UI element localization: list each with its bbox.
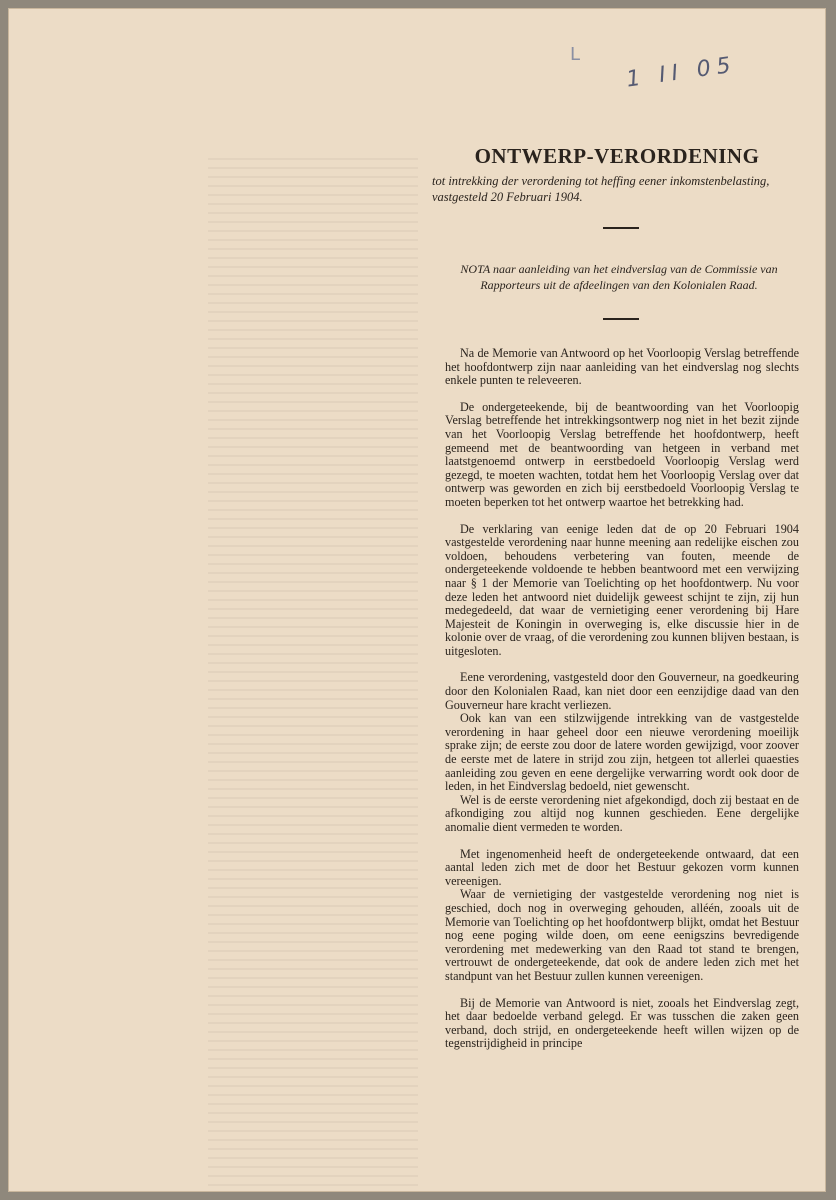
paragraph: Met ingenomenheid heeft de ondergeteekende ontwaard, dat een aantal leden zich met de door het Bestuur gekozen vorm kunnen vereenigen.	[445, 846, 799, 888]
paragraph: Ook kan van een stilzwijgende intrekking van de vastgestelde verordening in haar geheel door een nieuwe verordening moeilijk sprake zijn; de eerste zou door de latere worden gewijzigd, voor zoover de eerste met de latere in strijd zou zijn, hetgeen tot allerlei quaesties aanleiding zou geven en eene dergelijke verwarring wordt ook door de leden, in het Eindverslag bedoeld, niet gewenscht.	[445, 711, 799, 794]
paragraph: Na de Memorie van Antwoord op het Voorloopig Verslag betreffende het hoofdontwerp zijn naar aanleiding van het eindverslag nog slechts enkele punten te releveeren.	[445, 346, 799, 388]
paragraph: De verklaring van eenige leden dat de op 20 Februari 1904 vastgestelde verordening naar hunne meening aan redelijke eischen zou voldoen, behoudens verbetering van fouten, meende de ondergeteekende voldoende te hebben beantwoord met een verwijzing naar § 1 der Memorie van Toelichting op het hoofdontwerp. Nu voor deze leden het antwoord niet duidelijk geweest schijnt te zijn, zij hun medegedeeld, dat waar de vernietiging eener verordening bij Hare Majesteit de Koningin in overweging is, elke discussie hier in de kolonie over de vraag, of die verordening zou kunnen blijven bestaan, is uitgesloten.	[445, 521, 799, 658]
nota-heading: NOTA naar aanleiding van het eindverslag van de Commissie van Rapporteurs uit de afdeelingen van den Kolonialen Raad.	[460, 262, 778, 292]
document-page	[8, 8, 826, 1192]
paragraph: Bij de Memorie van Antwoord is niet, zooals het Eindverslag zegt, het daar bedoelde verband gelegd. Er was tusschen die zaken geen verband, doch strijd, en ondergeteekende heeft willen wijzen op de tegenstrijdigheid in principe	[445, 995, 799, 1051]
handwritten-mark: L	[570, 44, 581, 65]
document-title: ONTWERP-VERORDENING	[474, 144, 760, 168]
paragraph: Wel is de eerste verordening niet afgekondigd, doch zij bestaat en de afkondiging zou altijd nog kunnen geschieden. Eene dergelijke anomalie dient vermeden te worden.	[445, 792, 799, 834]
paragraph: De ondergeteekende, bij de beantwoording van het Voorloopig Verslag betreffende het intrekkingsontwerp nog niet in het bezit zijnde van het Voorloopig Verslag betreffende het hoofdontwerp, heeft gemeend met de beantwoording van hetgeen in verband met laatstgenoemd ontwerp in eerstbedoeld Voorloopig Verslag werd gezegd, te moeten wachten, totdat hem het Voorloopig Verslag over dat ontwerp was geworden en zich bij eerstbedoeld Voorloopig Verslag te moeten beperken tot het ontwerp waartoe het betrekking had.	[445, 399, 799, 509]
paragraph: Eene verordening, vastgesteld door den Gouverneur, na goedkeuring door den Kolonialen Raad, kan niet door een eenzijdige daad van den Gouverneur hare kracht verliezen.	[445, 670, 799, 712]
paragraph: Waar de vernietiging der vastgestelde verordening nog niet is geschied, doch nog in overweging gehouden, alléén, zooals uit de Memorie van Toelichting op het hoofdontwerp blijkt, omdat het Bestuur nog eene poging wilde doen, om eene eenigszins bevredigende verordening met medewerking van den Raad tot stand te brengen, vertrouwt de ondergeteekende, dat ook de andere leden zich met het standpunt van het Bestuur zullen kunnen vereenigen.	[445, 887, 799, 983]
bleed-through-text	[208, 158, 418, 1188]
divider-rule	[603, 227, 639, 229]
document-subtitle: tot intrekking der verordening tot heffing eener inkomstenbelasting, vastgesteld 20 Februari 1904.	[432, 174, 770, 204]
handwritten-date-note: 1 II 05	[624, 52, 739, 93]
body-text	[445, 347, 799, 1064]
divider-rule	[603, 318, 639, 320]
